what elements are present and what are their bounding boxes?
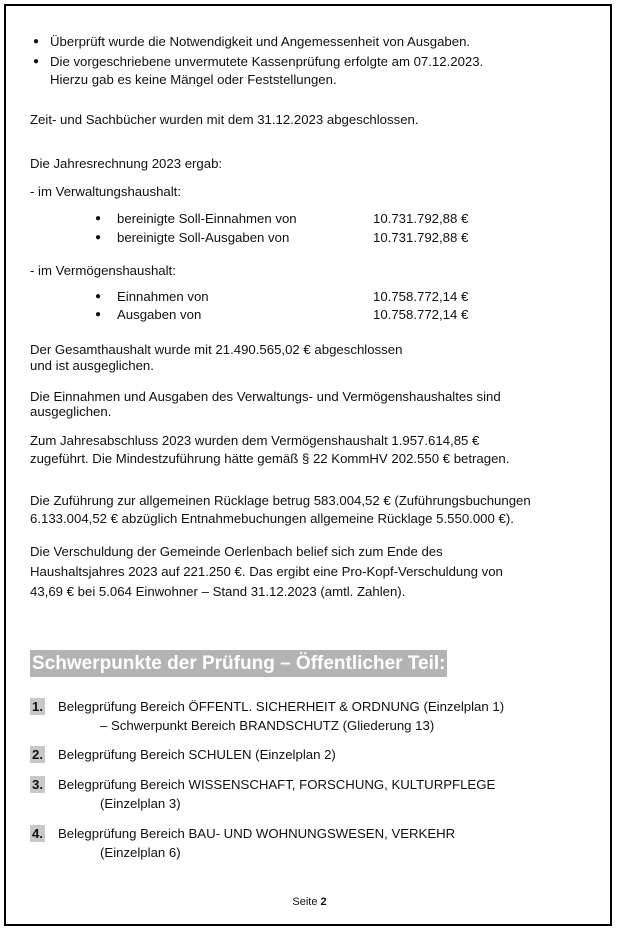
paragraph-line: und ist ausgeglichen. xyxy=(30,358,154,373)
vermoegen-row-label: Ausgaben von xyxy=(117,307,202,322)
paragraph-line: Der Gesamthaushalt wurde mit 21.490.565,02 € abgeschlossen xyxy=(30,342,403,357)
verwaltung-label: - im Verwaltungshaushalt: xyxy=(30,184,181,199)
vermoegen-row-value: 10.758.772,14 € xyxy=(373,307,469,322)
bullet-dot: ● xyxy=(95,232,102,243)
bullet-dot: ● xyxy=(33,56,40,67)
page-number: 2 xyxy=(320,896,327,908)
priority-text: Belegprüfung Bereich ÖFFENTL. SICHERHEIT & ORDNUNG (Einzelplan 1) xyxy=(58,699,505,714)
verwaltung-row-label: bereinigte Soll-Ausgaben von xyxy=(117,230,290,245)
priority-number: 2. xyxy=(32,747,43,762)
verwaltung-row-label: bereinigte Soll-Einnahmen von xyxy=(117,211,297,226)
paragraph-line: Die Verschuldung der Gemeinde Oerlenbach belief sich zum Ende des xyxy=(30,544,443,559)
intro-bullet-1: Überprüft wurde die Notwendigkeit und Angemessenheit von Ausgaben. xyxy=(50,34,471,49)
vermoegen-row-label: Einnahmen von xyxy=(117,289,209,304)
paragraph-line: zugeführt. Die Mindestzuführung hätte gemäß § 22 KommHV 202.550 € betragen. xyxy=(30,451,510,466)
priority-subtext: (Einzelplan 3) xyxy=(100,796,181,811)
footer-label: Seite xyxy=(292,896,318,908)
intro-bullet-2-cont: Hierzu gab es keine Mängel oder Feststellungen. xyxy=(50,72,337,87)
paragraph-line: 43,69 € bei 5.064 Einwohner – Stand 31.12.2023 (amtl. Zahlen). xyxy=(30,584,406,599)
vermoegen-row-value: 10.758.772,14 € xyxy=(373,289,469,304)
paragraph-line: 6.133.004,52 € abzüglich Entnahmebuchungen allgemeine Rücklage 5.550.000 €). xyxy=(30,511,514,526)
paragraph-line: Zum Jahresabschluss 2023 wurden dem Vermögenshaushalt 1.957.614,85 € xyxy=(30,433,480,448)
priority-text: Belegprüfung Bereich WISSENSCHAFT, FORSCHUNG, KULTURPFLEGE xyxy=(58,777,496,792)
priority-number: 3. xyxy=(32,777,43,792)
vermoegen-label: - im Vermögenshaushalt: xyxy=(30,263,176,278)
paragraph-line: ausgeglichen. xyxy=(30,404,112,419)
verwaltung-row-value: 10.731.792,88 € xyxy=(373,230,469,245)
priority-subtext: (Einzelplan 6) xyxy=(100,845,181,860)
bullet-dot: ● xyxy=(33,36,40,47)
verwaltung-row-value: 10.731.792,88 € xyxy=(373,211,469,226)
bullet-dot: ● xyxy=(95,291,102,302)
priority-number: 1. xyxy=(32,699,43,714)
priority-text: Belegprüfung Bereich SCHULEN (Einzelplan 2) xyxy=(58,747,336,762)
annual-account-intro: Die Jahresrechnung 2023 ergab: xyxy=(30,156,223,171)
priority-number: 4. xyxy=(32,826,43,841)
bullet-dot: ● xyxy=(95,213,102,224)
books-closed-text: Zeit- und Sachbücher wurden mit dem 31.12.2023 abgeschlossen. xyxy=(30,112,419,127)
section-heading: Schwerpunkte der Prüfung – Öffentlicher Teil: xyxy=(30,650,447,677)
bullet-dot: ● xyxy=(95,309,102,320)
paragraph-line: Die Zuführung zur allgemeinen Rücklage betrug 583.004,52 € (Zuführungsbuchungen xyxy=(30,493,531,508)
priority-text: Belegprüfung Bereich BAU- UND WOHNUNGSWESEN, VERKEHR xyxy=(58,826,456,841)
page-footer xyxy=(0,895,619,909)
paragraph-line: Haushaltsjahres 2023 auf 221.250 €. Das ergibt eine Pro-Kopf-Verschuldung von xyxy=(30,564,503,579)
priority-subtext: – Schwerpunkt Bereich BRANDSCHUTZ (Gliederung 13) xyxy=(100,718,435,733)
intro-bullet-2: Die vorgeschriebene unvermutete Kassenprüfung erfolgte am 07.12.2023. xyxy=(50,54,484,69)
paragraph-line: Die Einnahmen und Ausgaben des Verwaltungs- und Vermögenshaushaltes sind xyxy=(30,389,501,404)
